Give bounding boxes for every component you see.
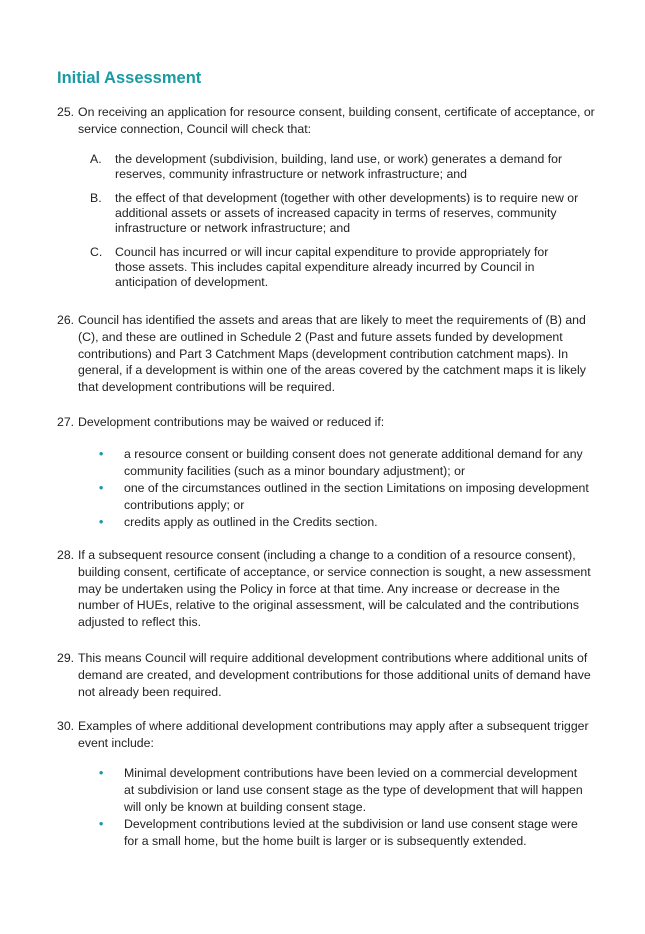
list-text: the effect of that development (together with other developments) is to require new or additional assets or assets of increased capacity in terms of reserves, community infrastructure or network infrastructure; and bbox=[115, 191, 579, 236]
bullet-text: one of the circumstances outlined in the section Limitations on imposing development contributions apply; or bbox=[124, 481, 589, 512]
paragraph-text: Development contributions may be waived or reduced if: bbox=[78, 415, 385, 429]
bullet-text: credits apply as outlined in the Credits section. bbox=[124, 515, 378, 529]
paragraph-number: 30. bbox=[57, 719, 75, 733]
paragraph-number: 29. bbox=[57, 651, 75, 665]
list-text: Council has incurred or will incur capital expenditure to provide appropriately for those assets. This includes capital expenditure already incurred by Council in anticipation of development. bbox=[115, 245, 549, 290]
paragraph-text: Council has identified the assets and areas that are likely to meet the requirements of (B) and (C), and these are outlined in Schedule 2 (Past and future assets funded by development contributions) and Part 3 Catchment Maps (development contribution catchment maps). In general, if a development is within one of the areas covered by the catchment maps it is likely that development contributions will be required. bbox=[78, 313, 586, 395]
list-text: the development (subdivision, building, land use, or work) generates a demand for reserves, community infrastructure or network infrastructure; and bbox=[115, 152, 563, 182]
bullet-text: Minimal development contributions have been levied on a commercial development at subdivision or land use consent stage as the type of development that will happen will only be known at building consent stage. bbox=[124, 766, 583, 814]
paragraph-number: 25. bbox=[57, 105, 75, 119]
bullet-icon: • bbox=[99, 766, 104, 780]
list-letter: B. bbox=[90, 191, 102, 205]
bullet-icon: • bbox=[99, 515, 104, 529]
list-letter: A. bbox=[90, 152, 102, 166]
bullet-text: a resource consent or building consent does not generate additional demand for any community facilities (such as a minor boundary adjustment); or bbox=[124, 447, 583, 478]
paragraph-30 bbox=[57, 718, 597, 752]
paragraph-25 bbox=[57, 104, 597, 138]
paragraph-text: Examples of where additional development contributions may apply after a subsequent trigger event include: bbox=[78, 719, 589, 750]
section-heading: Initial Assessment bbox=[57, 69, 202, 87]
list-item-a bbox=[90, 152, 580, 182]
bullet-item bbox=[99, 514, 589, 531]
paragraph-number: 27. bbox=[57, 415, 75, 429]
paragraph-text: If a subsequent resource consent (including a change to a condition of a resource consent), building consent, certificate of acceptance, or service connection is sought, a new assessment may be undertaken using the Policy in force at that time. Any increase or decrease in the number of HUEs, relative to the original assessment, will be calculated and the contributions adjusted to reflect this. bbox=[78, 548, 591, 630]
paragraph-28 bbox=[57, 547, 597, 631]
list-item-b bbox=[90, 191, 580, 237]
bullet-text: Development contributions levied at the subdivision or land use consent stage were for a small home, but the home built is larger or is subsequently extended. bbox=[124, 817, 578, 848]
bullet-icon: • bbox=[99, 817, 104, 831]
bullet-item bbox=[99, 480, 589, 514]
list-item-c bbox=[90, 245, 580, 291]
paragraph-number: 28. bbox=[57, 548, 75, 562]
paragraph-number: 26. bbox=[57, 313, 75, 327]
bullet-icon: • bbox=[99, 481, 104, 495]
list-letter: C. bbox=[90, 245, 103, 259]
bullet-item bbox=[99, 816, 589, 850]
bullet-item bbox=[99, 446, 589, 480]
paragraph-29 bbox=[57, 650, 597, 700]
paragraph-text: This means Council will require additional development contributions where additional units of demand are created, and development contributions for those additional units of demand have not already been required. bbox=[78, 651, 591, 699]
bullet-icon: • bbox=[99, 447, 104, 461]
paragraph-26 bbox=[57, 312, 597, 396]
bullet-item bbox=[99, 765, 589, 815]
paragraph-27 bbox=[57, 414, 597, 431]
paragraph-text: On receiving an application for resource consent, building consent, certificate of acceptance, or service connection, Council will check that: bbox=[78, 105, 595, 136]
